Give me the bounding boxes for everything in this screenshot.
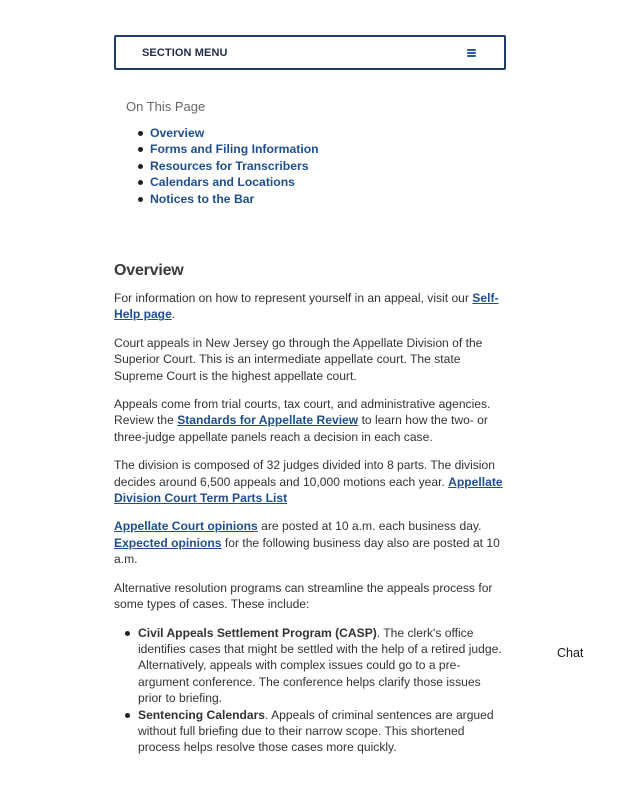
appeals-source-text: Appeals come from trial courts, tax court, and administrative agencies. Review the: [114, 397, 491, 428]
alternative-resolution-paragraph: Alternative resolution programs can streamline the appeals process for some types of cases. These include:: [114, 580, 493, 612]
hamburger-icon[interactable]: [467, 49, 476, 57]
toc-link-forms[interactable]: Forms and Filing Information: [150, 142, 319, 157]
opinions-text: are posted at 10 a.m. each business day.: [257, 519, 482, 534]
list-item: [138, 625, 506, 707]
division-paragraph: [114, 457, 506, 506]
toc-item-forms[interactable]: [150, 141, 319, 157]
standards-link[interactable]: Standards for Appellate Review: [177, 413, 359, 428]
overview-content: [114, 290, 506, 756]
program-title: Sentencing Calendars: [138, 707, 266, 722]
term-parts-link[interactable]: Appellate Division Court Term Parts List: [114, 474, 503, 506]
program-description: . Appeals of criminal sentences are argued without full briefing due to their narrow scope. This shortened process helps resolve those cases more quickly.: [138, 707, 494, 755]
toc-item-overview[interactable]: [150, 125, 319, 141]
toc-link-overview[interactable]: Overview: [150, 126, 205, 140]
self-help-link[interactable]: Self-Help page: [114, 291, 499, 322]
court-appeals-paragraph: Court appeals in New Jersey go through the Appellate Division of the Superior Court. This is an intermediate appellate court. The state Supreme Court is the highest appellate court.: [114, 335, 483, 383]
on-this-page-list: [150, 125, 319, 207]
list-item: [138, 707, 506, 756]
chat-button[interactable]: Chat: [557, 646, 584, 660]
self-help-paragraph: [114, 290, 506, 323]
self-help-text: For information on how to represent yourself in an appeal, visit our: [114, 291, 473, 305]
section-menu-label: SECTION MENU: [142, 46, 228, 59]
toc-item-resources[interactable]: [150, 158, 319, 174]
toc-link-resources[interactable]: Resources for Transcribers: [150, 158, 309, 173]
program-title: Civil Appeals Settlement Program (CASP): [138, 625, 377, 640]
appeals-source-paragraph: [114, 396, 506, 445]
on-this-page-heading: On This Page: [126, 99, 206, 114]
appeals-source-text-end: to learn how the two- or three-judge appellate panels reach a decision in each case.: [114, 413, 488, 444]
opinions-text-end: for the following business day also are posted at 10 a.m.: [114, 535, 500, 567]
overview-heading: Overview: [114, 262, 184, 279]
program-description: . The clerk's office identifies cases that might be settled with the help of a retired judge. Alternatively, appeals with complex issues could go to a pre-argument conference. The conference helps clarify those issues prior to briefing.: [138, 625, 502, 706]
section-menu-toggle[interactable]: [114, 35, 506, 70]
toc-item-calendars[interactable]: [150, 174, 319, 190]
programs-list: [114, 625, 506, 756]
self-help-text-end: .: [171, 307, 176, 322]
toc-item-notices[interactable]: [150, 191, 319, 207]
appellate-opinions-link[interactable]: Appellate Court opinions: [114, 519, 258, 534]
opinions-paragraph: [114, 518, 506, 567]
toc-link-calendars[interactable]: Calendars and Locations: [150, 175, 295, 190]
expected-opinions-link[interactable]: Expected opinions: [114, 535, 222, 550]
division-text: The division is composed of 32 judges divided into 8 parts. The division decides around 6,500 appeals and 10,000 motions each year.: [114, 458, 495, 489]
toc-link-notices[interactable]: Notices to the Bar: [150, 191, 255, 206]
